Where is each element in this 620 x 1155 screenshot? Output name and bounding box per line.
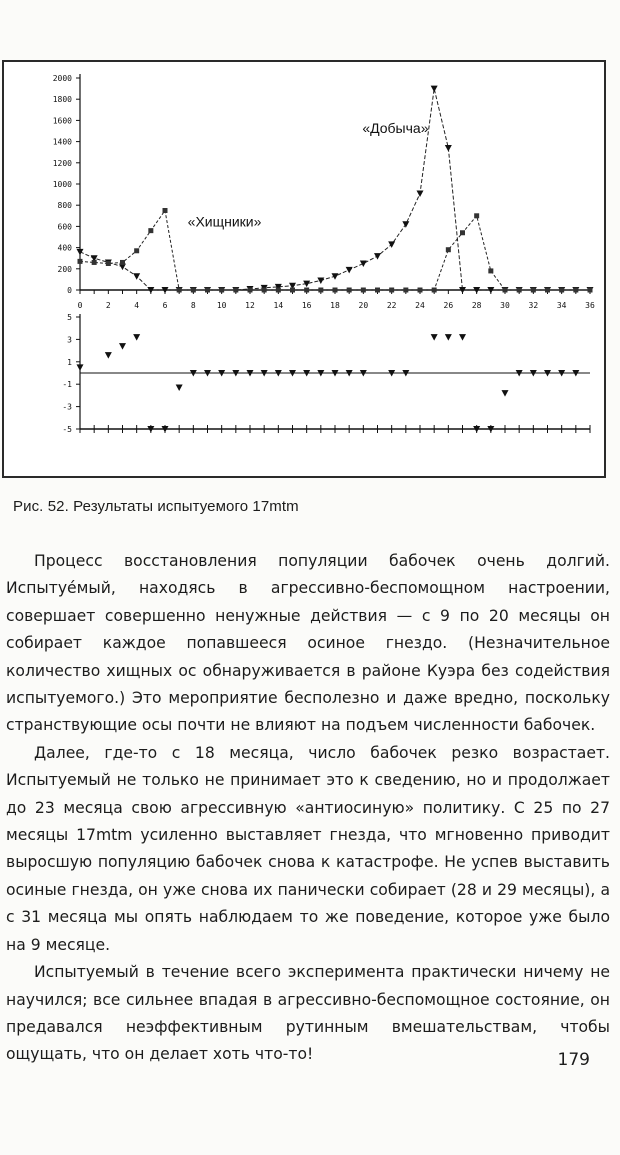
y-tick-label: 800 bbox=[57, 201, 72, 211]
y-tick-label: 400 bbox=[57, 243, 72, 253]
lower-y-tick-label: -1 bbox=[62, 380, 72, 390]
x-tick-label: 32 bbox=[528, 301, 539, 310]
figure-caption: Рис. 52. Результаты испытуемого 17mtm bbox=[13, 498, 299, 515]
intervention-point bbox=[105, 352, 112, 359]
x-tick-label: 4 bbox=[134, 301, 140, 310]
predator-point bbox=[78, 259, 83, 264]
paragraph-1: Процесс восстановления популяции бабочек очень долгий. Испытуе́мый, находясь в агрессивно-беспомощном настроении, совершает совершенно ненужные действия — с 9 по 20 месяцы он собирает каждое попавшееся осиное гнездо. (Незначительное количество хищных ос обнаруживается в районе Куэра без содействия испытуемого.) Это мероприятие бесполезно и даже вредно, поскольку странствующие осы почти не влияют на подъем численности бабочек. bbox=[6, 552, 610, 735]
prey-point bbox=[133, 273, 140, 280]
y-tick-label: 0 bbox=[67, 286, 72, 295]
x-tick-label: 10 bbox=[216, 301, 227, 310]
y-tick-label: 1000 bbox=[52, 180, 72, 189]
predator-point bbox=[276, 288, 281, 293]
intervention-point bbox=[459, 334, 466, 341]
predator-point bbox=[432, 288, 437, 293]
x-tick-label: 0 bbox=[77, 301, 83, 310]
intervention-point bbox=[133, 334, 140, 341]
predator-point bbox=[318, 288, 323, 293]
x-tick-label: 6 bbox=[162, 301, 168, 310]
x-tick-label: 34 bbox=[556, 301, 567, 310]
predator-point bbox=[559, 288, 564, 293]
prey-point bbox=[346, 267, 353, 274]
predator-point bbox=[531, 288, 536, 293]
x-tick-label: 28 bbox=[471, 301, 482, 310]
y-tick-label: 600 bbox=[57, 222, 72, 232]
x-tick-label: 22 bbox=[386, 301, 397, 310]
predator-point bbox=[177, 288, 182, 293]
predator-point bbox=[474, 213, 479, 218]
predator-point bbox=[389, 288, 394, 293]
predator-point bbox=[460, 230, 465, 235]
predator-point bbox=[191, 288, 196, 293]
predator-point bbox=[205, 288, 210, 293]
annotation-predators: «Хищники» bbox=[187, 213, 262, 230]
figure bbox=[2, 60, 606, 478]
predator-point bbox=[347, 288, 352, 293]
prey-point bbox=[374, 253, 381, 260]
predator-point bbox=[573, 288, 578, 293]
predator-point bbox=[361, 288, 366, 293]
predator-point bbox=[488, 268, 493, 273]
x-tick-label: 14 bbox=[273, 301, 284, 310]
intervention-point bbox=[445, 334, 452, 341]
predator-point bbox=[219, 288, 224, 293]
prey-point bbox=[317, 277, 324, 284]
predator-point bbox=[148, 228, 153, 233]
predator-point bbox=[106, 261, 111, 266]
predator-point bbox=[304, 288, 309, 293]
intervention-point bbox=[176, 385, 183, 392]
intervention-point bbox=[502, 390, 509, 397]
predator-point bbox=[248, 288, 253, 293]
predator-point bbox=[333, 288, 338, 293]
predator-point bbox=[233, 288, 238, 293]
y-tick-label: 1800 bbox=[52, 95, 72, 105]
x-tick-label: 2 bbox=[105, 301, 111, 310]
predator-point bbox=[163, 208, 168, 213]
prey-point bbox=[360, 261, 367, 268]
x-tick-label: 18 bbox=[330, 301, 340, 310]
annotation-prey: «Добыча» bbox=[362, 120, 429, 137]
x-tick-label: 24 bbox=[415, 301, 425, 310]
page-number: 179 bbox=[557, 1050, 590, 1070]
predator-point bbox=[290, 288, 295, 293]
predator-point bbox=[134, 248, 139, 253]
predator-point bbox=[120, 260, 125, 265]
y-tick-label: 1600 bbox=[52, 116, 72, 126]
prey-point bbox=[445, 145, 452, 152]
prey-point bbox=[388, 241, 395, 248]
x-tick-label: 12 bbox=[245, 301, 255, 310]
x-tick-label: 26 bbox=[443, 301, 454, 310]
predator-point bbox=[545, 288, 550, 293]
lower-y-tick-label: 1 bbox=[67, 357, 72, 367]
series-line-prey bbox=[80, 89, 590, 290]
predator-point bbox=[588, 288, 593, 293]
prey-point bbox=[77, 249, 84, 256]
intervention-point bbox=[431, 334, 438, 341]
predator-point bbox=[403, 288, 408, 293]
lower-y-tick-label: 3 bbox=[67, 335, 72, 345]
intervention-point bbox=[77, 364, 84, 371]
paragraph-3: Испытуемый в течение всего эксперимента практически ничему не научился; все сильнее впадая в агрессивно-беспомощное состояние, он предавался неэффективным рутинным вмешательствам, чтобы ощущать, что он делает хоть что-то! bbox=[6, 963, 610, 1064]
lower-y-tick-label: 5 bbox=[67, 313, 72, 322]
x-tick-label: 16 bbox=[301, 301, 312, 310]
lower-y-tick-label: -5 bbox=[62, 425, 72, 434]
x-tick-label: 20 bbox=[358, 301, 369, 310]
predator-point bbox=[446, 247, 451, 252]
x-tick-label: 36 bbox=[585, 301, 595, 310]
y-tick-label: 2000 bbox=[52, 74, 72, 83]
predator-point bbox=[262, 288, 267, 293]
paragraph-2: Далее, где-то с 18 месяца, число бабочек резко возрастает. Испытуемый не только не принимает это к сведению, но и продолжает до 23 месяца свою агрессивную «антиосиную» политику. С 25 по 27 месяцы 17mtm усиленно выставляет гнезда, что мгновенно приводит выросшую популяцию бабочек снова к катастрофе. Не успев выставить осиные гнезда, он уже снова их панически собирает (28 и 29 месяцы), а с 31 месяца мы опять наблюдаем то же поведение, которое уже было на 9 месяце. bbox=[6, 743, 610, 954]
chart-canvas bbox=[4, 62, 604, 476]
predator-point bbox=[418, 288, 423, 293]
prey-point bbox=[417, 191, 424, 198]
predator-point bbox=[517, 288, 522, 293]
prey-point bbox=[431, 86, 438, 93]
predator-point bbox=[375, 288, 380, 293]
y-tick-label: 1400 bbox=[52, 137, 72, 147]
predator-point bbox=[92, 260, 97, 265]
predator-point bbox=[503, 288, 508, 293]
prey-point bbox=[402, 221, 409, 228]
x-tick-label: 30 bbox=[500, 301, 510, 310]
y-tick-label: 1200 bbox=[52, 158, 72, 168]
y-tick-label: 200 bbox=[57, 264, 72, 274]
intervention-point bbox=[119, 343, 126, 350]
body-text bbox=[6, 548, 610, 1069]
x-tick-label: 8 bbox=[190, 301, 196, 310]
lower-y-tick-label: -3 bbox=[62, 402, 72, 412]
